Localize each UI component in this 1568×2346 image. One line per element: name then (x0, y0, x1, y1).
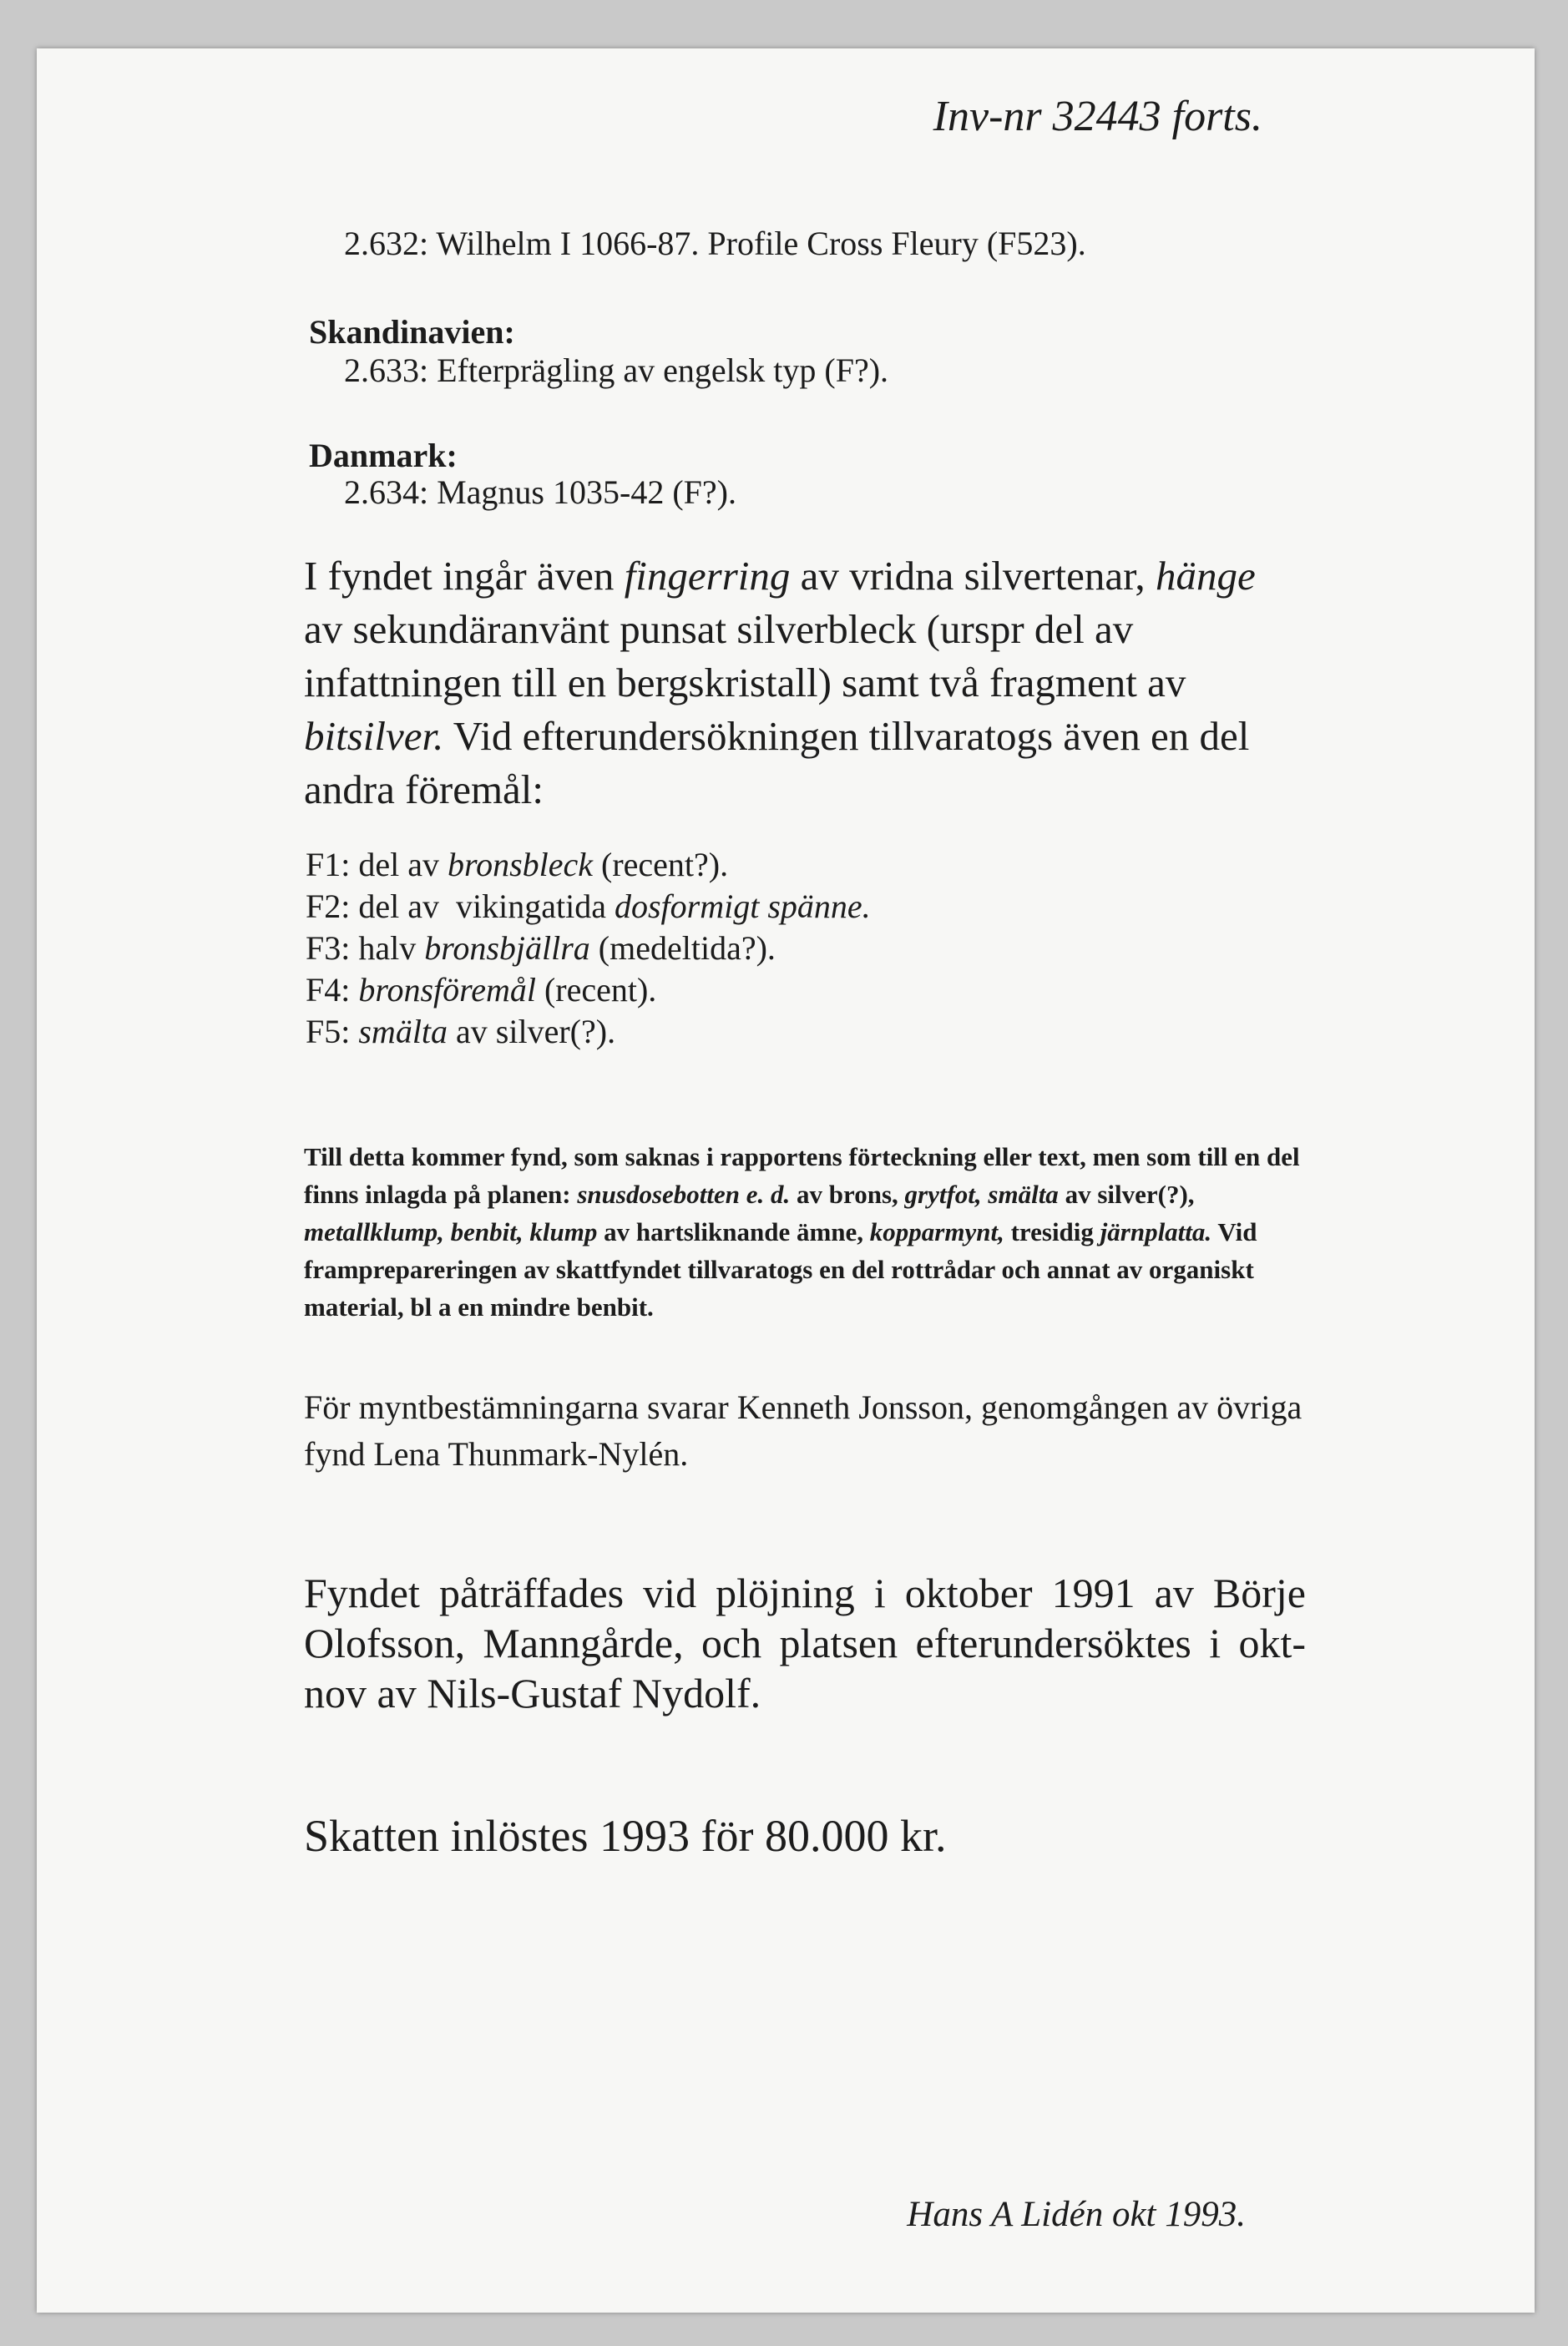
redemption-line: Skatten inlöstes 1993 för 80.000 kr. (304, 1811, 947, 1861)
heading-danmark: Danmark: (309, 437, 458, 474)
list-item: F5: smälta av silver(?). (306, 1013, 616, 1050)
heading-skandinavien: Skandinavien: (309, 313, 515, 351)
signature: Hans A Lidén okt 1993. (907, 2195, 1246, 2234)
document-page (37, 48, 1535, 2313)
finds-text-1: I fyndet ingår även (304, 553, 625, 599)
list-item: F4: bronsföremål (recent). (306, 971, 657, 1009)
coin-entry-skandinavien: 2.633: Efterprägling av engelsk typ (F?). (344, 351, 889, 389)
coin-entry-danmark: 2.634: Magnus 1035-42 (F?). (344, 473, 736, 511)
credits-paragraph: För myntbestämningarna svarar Kenneth Jonsson, genomgången av övriga fynd Lena Thunmark-Nylén. (304, 1388, 1302, 1473)
list-item: F2: del av vikingatida dosformigt spänne. (306, 887, 871, 925)
finds-text-2: av vridna silvertenar, (790, 553, 1156, 599)
inventory-number: Inv-nr 32443 forts. (933, 93, 1262, 140)
finds-term-hange: hänge (1155, 553, 1256, 599)
coin-entry-england: 2.632: Wilhelm I 1066-87. Profile Cross Fleury (F523). (344, 225, 1086, 262)
list-item: F3: halv bronsbjällra (medeltida?). (306, 929, 776, 967)
finds-text-3: av sekundäranvänt punsat silverbleck (urspr del av infattningen till en bergskristall) samt två fragment av (304, 606, 1186, 705)
finds-paragraph (304, 549, 1289, 817)
discovery-paragraph: Fyndet påträffades vid plöjning i oktober 1991 av Börje Olofsson, Manngårde, och platsen efterundersöktes i okt-nov av Nils-Gustaf Nydolf. (304, 1570, 1306, 1717)
additional-finds-paragraph: Till detta kommer fynd, som saknas i rapportens förteckning eller text, men som till en del finns inlagda på planen: snusdosebotten e. d. av brons, grytfot, smälta av silver(?), metallklump, benbit, klump av hartsliknande ämne, kopparmynt, tresidig järnplatta. Vid framprepareringen av skattfyndet tillvaratogs en del rottrådar och annat av organiskt material, bl a en mindre benbit. (304, 1142, 1300, 1322)
list-item: F1: del av bronsbleck (recent?). (306, 846, 729, 883)
finds-term-fingerring: fingerring (624, 553, 791, 599)
finds-text-4: Vid efterundersökningen tillvaratogs även en del andra föremål: (304, 713, 1250, 812)
finds-term-bitsilver: bitsilver. (304, 713, 444, 759)
